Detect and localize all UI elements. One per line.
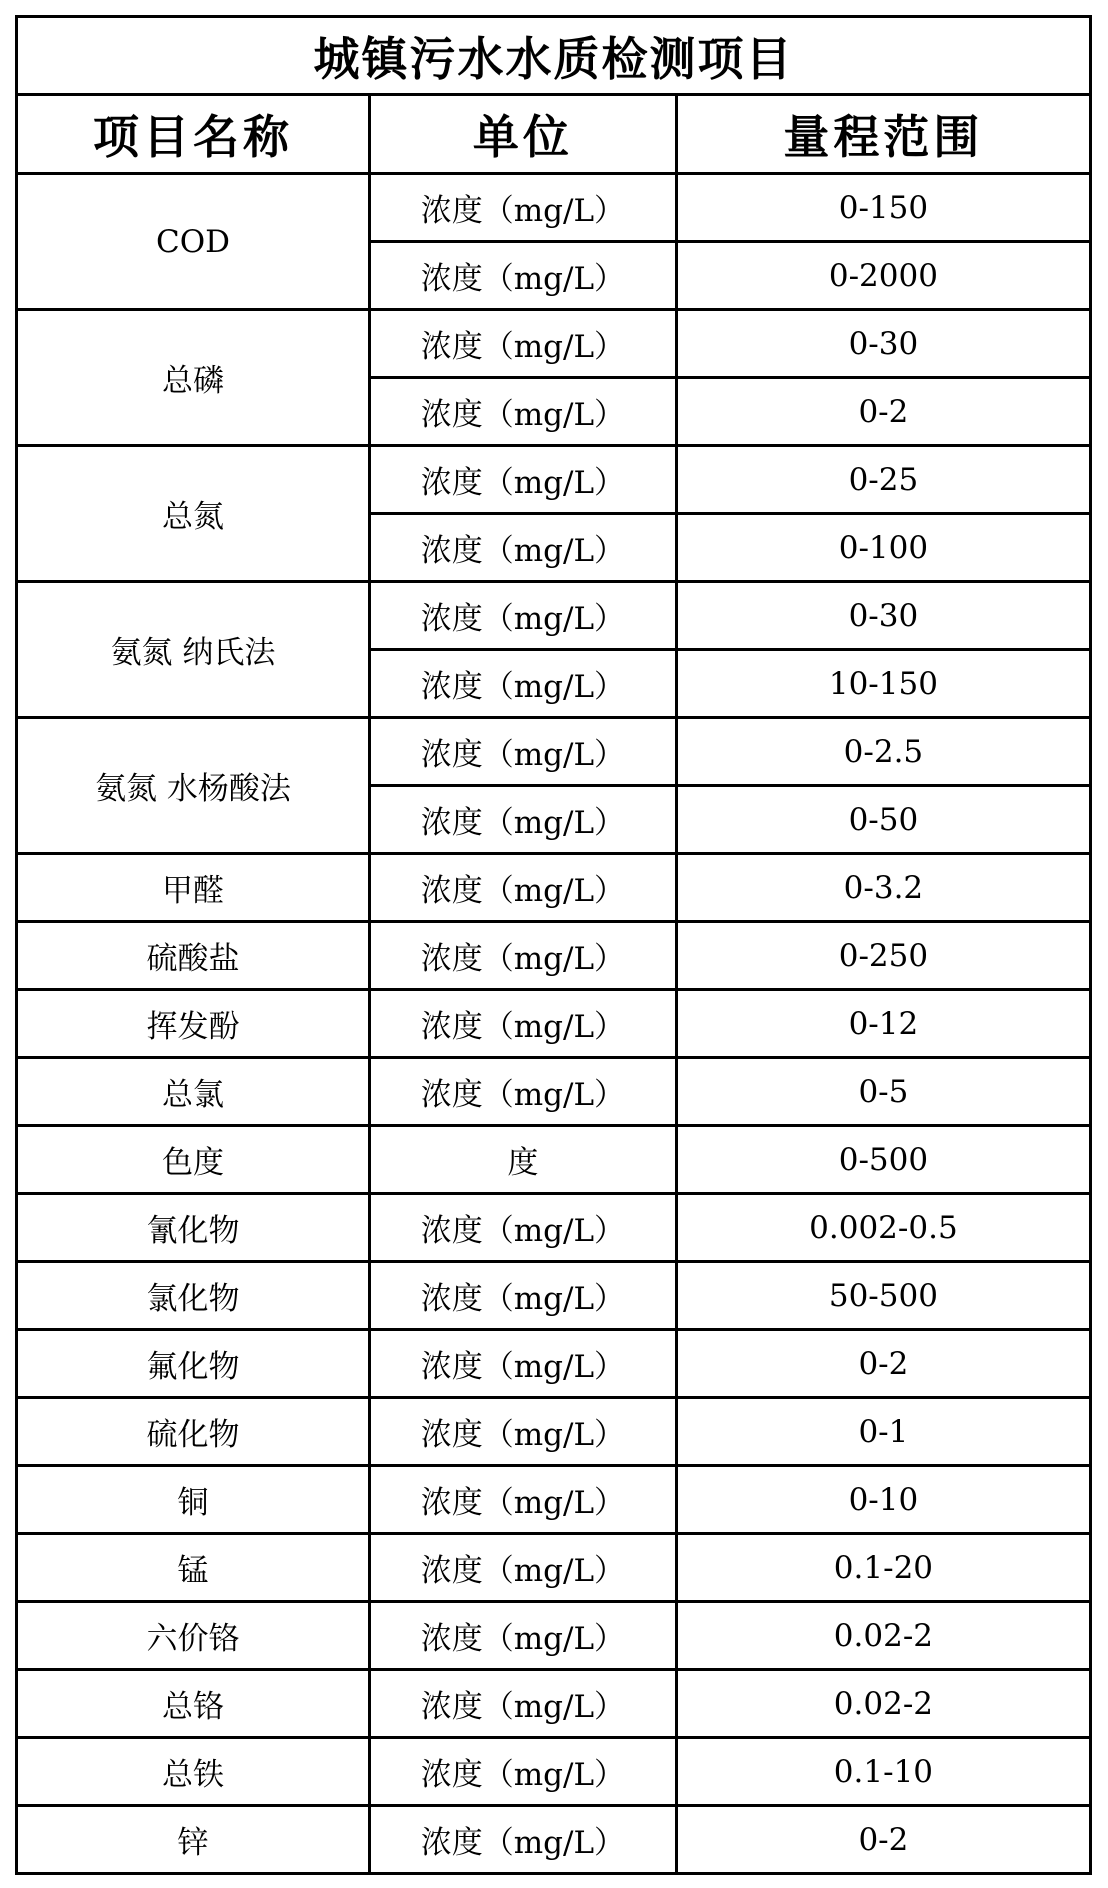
item-name-cell: 硫化物 bbox=[17, 1398, 370, 1466]
range-cell: 0-2.5 bbox=[676, 718, 1090, 786]
item-name-cell: 锌 bbox=[17, 1806, 370, 1874]
item-name-cell: 氨氮 水杨酸法 bbox=[17, 718, 370, 854]
unit-cell: 浓度（mg/L） bbox=[369, 1738, 676, 1806]
item-name-cell: 氰化物 bbox=[17, 1194, 370, 1262]
title-row bbox=[17, 17, 1091, 95]
unit-cell: 浓度（mg/L） bbox=[369, 514, 676, 582]
unit-cell: 浓度（mg/L） bbox=[369, 1466, 676, 1534]
range-cell: 0-150 bbox=[676, 174, 1090, 242]
range-cell: 0-500 bbox=[676, 1126, 1090, 1194]
item-name-cell: 硫酸盐 bbox=[17, 922, 370, 990]
unit-cell: 浓度（mg/L） bbox=[369, 718, 676, 786]
range-cell: 0-1 bbox=[676, 1398, 1090, 1466]
range-cell: 0-30 bbox=[676, 310, 1090, 378]
range-cell: 0.02-2 bbox=[676, 1670, 1090, 1738]
table-row bbox=[17, 1262, 1091, 1330]
table-row bbox=[17, 1058, 1091, 1126]
table-row bbox=[17, 1126, 1091, 1194]
unit-cell: 浓度（mg/L） bbox=[369, 786, 676, 854]
unit-cell: 浓度（mg/L） bbox=[369, 1534, 676, 1602]
unit-cell: 浓度（mg/L） bbox=[369, 1330, 676, 1398]
range-cell: 0-100 bbox=[676, 514, 1090, 582]
table-row bbox=[17, 582, 1091, 650]
table-body bbox=[17, 174, 1091, 1874]
table-row bbox=[17, 922, 1091, 990]
unit-cell: 浓度（mg/L） bbox=[369, 1602, 676, 1670]
item-name-cell: 铜 bbox=[17, 1466, 370, 1534]
item-name-cell: 总铁 bbox=[17, 1738, 370, 1806]
range-cell: 10-150 bbox=[676, 650, 1090, 718]
unit-cell: 浓度（mg/L） bbox=[369, 1398, 676, 1466]
range-cell: 0.1-10 bbox=[676, 1738, 1090, 1806]
table-row bbox=[17, 1602, 1091, 1670]
header-item-name: 项目名称 bbox=[17, 95, 370, 174]
unit-cell: 浓度（mg/L） bbox=[369, 922, 676, 990]
item-name-cell: 总氮 bbox=[17, 446, 370, 582]
table-row bbox=[17, 446, 1091, 514]
header-unit: 单位 bbox=[369, 95, 676, 174]
range-cell: 0-12 bbox=[676, 990, 1090, 1058]
range-cell: 0-2 bbox=[676, 1806, 1090, 1874]
unit-cell: 浓度（mg/L） bbox=[369, 1670, 676, 1738]
range-cell: 0-2 bbox=[676, 1330, 1090, 1398]
range-cell: 0-30 bbox=[676, 582, 1090, 650]
table-row bbox=[17, 1534, 1091, 1602]
range-cell: 0-250 bbox=[676, 922, 1090, 990]
table-row bbox=[17, 1670, 1091, 1738]
range-cell: 50-500 bbox=[676, 1262, 1090, 1330]
unit-cell: 浓度（mg/L） bbox=[369, 1058, 676, 1126]
range-cell: 0-5 bbox=[676, 1058, 1090, 1126]
range-cell: 0-25 bbox=[676, 446, 1090, 514]
range-cell: 0-2000 bbox=[676, 242, 1090, 310]
range-cell: 0.002-0.5 bbox=[676, 1194, 1090, 1262]
water-quality-table bbox=[15, 15, 1092, 1875]
table-row bbox=[17, 174, 1091, 242]
range-cell: 0-3.2 bbox=[676, 854, 1090, 922]
unit-cell: 浓度（mg/L） bbox=[369, 990, 676, 1058]
unit-cell: 浓度（mg/L） bbox=[369, 174, 676, 242]
table-title: 城镇污水水质检测项目 bbox=[17, 17, 1091, 95]
item-name-cell: 氯化物 bbox=[17, 1262, 370, 1330]
unit-cell: 浓度（mg/L） bbox=[369, 1806, 676, 1874]
item-name-cell: 总铬 bbox=[17, 1670, 370, 1738]
table-row bbox=[17, 718, 1091, 786]
item-name-cell: 总氯 bbox=[17, 1058, 370, 1126]
unit-cell: 度 bbox=[369, 1126, 676, 1194]
unit-cell: 浓度（mg/L） bbox=[369, 242, 676, 310]
unit-cell: 浓度（mg/L） bbox=[369, 650, 676, 718]
table-row bbox=[17, 1466, 1091, 1534]
table-row bbox=[17, 1806, 1091, 1874]
item-name-cell: 总磷 bbox=[17, 310, 370, 446]
range-cell: 0.02-2 bbox=[676, 1602, 1090, 1670]
document bbox=[15, 15, 1092, 1875]
range-cell: 0.1-20 bbox=[676, 1534, 1090, 1602]
table-row bbox=[17, 854, 1091, 922]
unit-cell: 浓度（mg/L） bbox=[369, 582, 676, 650]
unit-cell: 浓度（mg/L） bbox=[369, 1194, 676, 1262]
range-cell: 0-50 bbox=[676, 786, 1090, 854]
unit-cell: 浓度（mg/L） bbox=[369, 446, 676, 514]
item-name-cell: 色度 bbox=[17, 1126, 370, 1194]
unit-cell: 浓度（mg/L） bbox=[369, 378, 676, 446]
header-range: 量程范围 bbox=[676, 95, 1090, 174]
range-cell: 0-2 bbox=[676, 378, 1090, 446]
unit-cell: 浓度（mg/L） bbox=[369, 310, 676, 378]
table-row bbox=[17, 1194, 1091, 1262]
item-name-cell: 氟化物 bbox=[17, 1330, 370, 1398]
item-name-cell: 甲醛 bbox=[17, 854, 370, 922]
header-row bbox=[17, 95, 1091, 174]
item-name-cell: 锰 bbox=[17, 1534, 370, 1602]
table-row bbox=[17, 1738, 1091, 1806]
unit-cell: 浓度（mg/L） bbox=[369, 854, 676, 922]
table-row bbox=[17, 1398, 1091, 1466]
unit-cell: 浓度（mg/L） bbox=[369, 1262, 676, 1330]
item-name-cell: 挥发酚 bbox=[17, 990, 370, 1058]
table-row bbox=[17, 310, 1091, 378]
item-name-cell: COD bbox=[17, 174, 370, 310]
table-row bbox=[17, 990, 1091, 1058]
table-row bbox=[17, 1330, 1091, 1398]
range-cell: 0-10 bbox=[676, 1466, 1090, 1534]
item-name-cell: 氨氮 纳氏法 bbox=[17, 582, 370, 718]
item-name-cell: 六价铬 bbox=[17, 1602, 370, 1670]
